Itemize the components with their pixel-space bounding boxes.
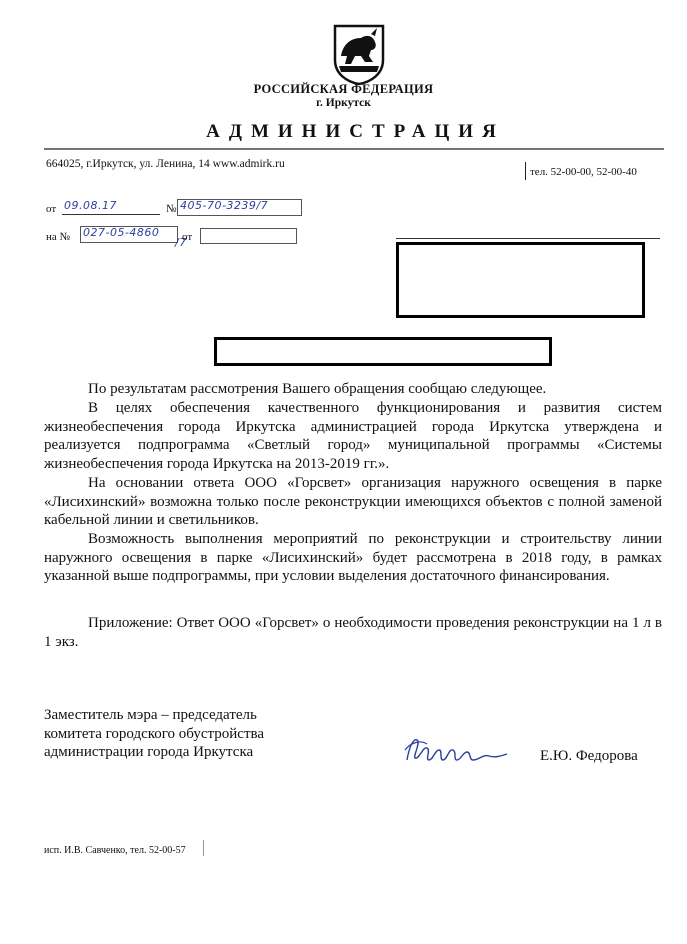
header-divider [0,145,687,153]
body-paragraph-1: По результатам рассмотрения Вашего обращения сообщаю следующее. [88,381,547,397]
coat-of-arms-emblem-icon [331,22,387,86]
handwritten-signature [403,730,511,770]
phone-divider [525,162,526,180]
ref-value: 027-05-4860 [83,226,160,239]
date-label: от [46,203,57,215]
country-heading: РОССИЙСКАЯ ФЕДЕРАЦИЯ [253,82,434,96]
body-paragraph-3: На основании ответа ООО «Горсвет» организация наружного освещения в парке «Лисихинский» возможна только после реконструкции имеющихся объектов с полной заменой кабельной линии и светильников. [44,475,662,529]
footer-divider [203,840,204,856]
signatory-title-line-1: Заместитель мэра – председатель [44,707,257,723]
page-title: АДМИНИСТРАЦИЯ [206,121,505,142]
number-value: 405-70-3239/7 [180,199,269,212]
executor-line: исп. И.В. Савченко, тел. 52-00-57 [44,845,186,856]
signatory-name: Е.Ю. Федорова [540,748,638,764]
ref-date-label: от [182,231,193,243]
body-paragraph-4: Возможность выполнения мероприятий по реконструкции и строительству линии наружного освещения в парке «Лисихинский» будет рассмотрена в 2018 году, в рамках указанной выше подпрограммы, при условии выделения достаточного финансирования. [44,531,662,585]
redacted-salutation-box [214,337,552,366]
phone-line: тел. 52-00-00, 52-00-40 [530,166,637,178]
city-heading: г. Иркутск [316,97,371,109]
body-paragraph-2: В целях обеспечения качественного функционирования и развития систем жизнеобеспечения города Иркутска администрацией города Иркутска утверждена и реализуется подпрограмма «Светлый город» муниципальной программы «Системы жизнеобеспечения города Иркутска на 2013-2019 гг.». [44,400,662,472]
signatory-title-line-3: администрации города Иркутска [44,744,254,761]
signatory-title [44,706,264,762]
redacted-addressee-box [396,242,645,318]
body-paragraph-5: Приложение: Ответ ООО «Горсвет» о необходимости проведения реконструкции на 1 л в 1 экз. [44,615,662,650]
address-line: 664025, г.Иркутск, ул. Ленина, 14 www.admirk.ru [46,158,285,170]
ref-suffix: /7 [175,236,187,249]
ref-label: на № [46,231,71,243]
date-value: 09.08.17 [64,199,117,212]
ref-date-box [200,228,297,244]
number-label: № [166,203,177,215]
signatory-title-line-2: комитета городского обустройства [44,725,265,742]
